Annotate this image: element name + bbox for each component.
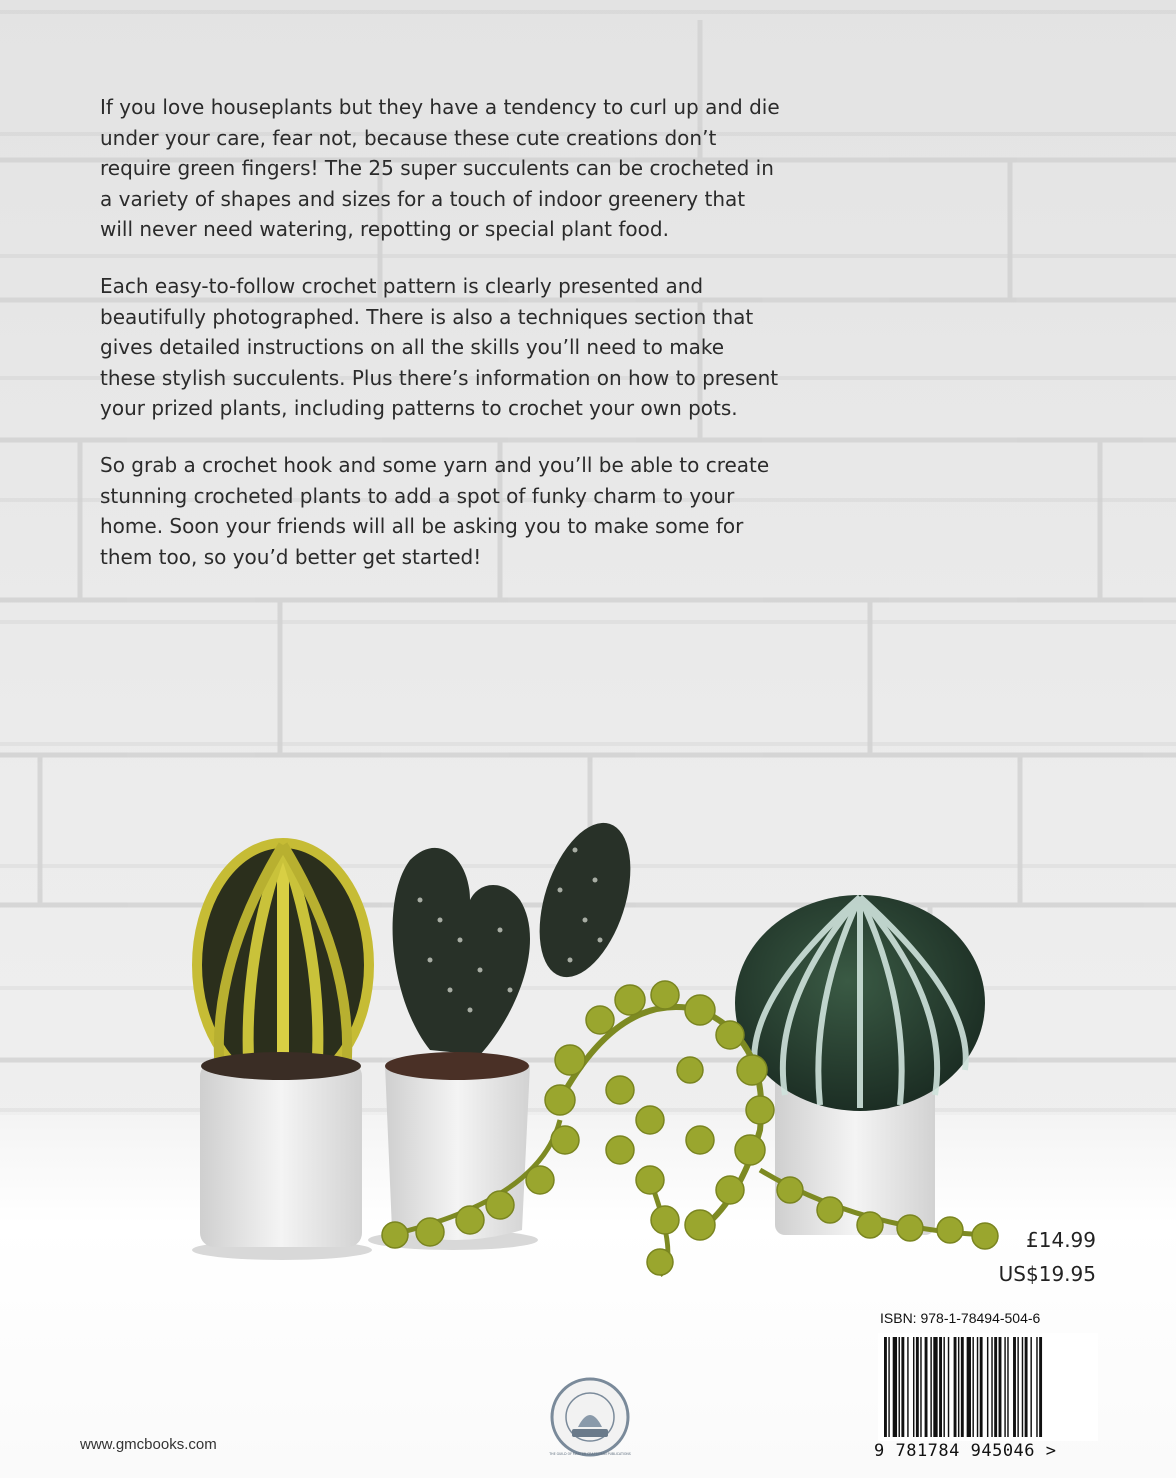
price-usd: US$19.95	[998, 1262, 1096, 1286]
blurb-paragraph-3: So grab a crochet hook and some yarn and you’ll be able to create stunning crocheted plants to add a spot of funky charm to your home. Soon your friends will all be asking you to make some for them too, so you’d better get started!	[100, 452, 770, 569]
blurb-paragraph-2: Each easy-to-follow crochet pattern is clearly presented and beautifully photographed. There is also a techniques section that gives detailed instructions on all the skills you’ll need to make these stylish succulents. Plus there’s information on how to present your prized plants, including patterns to crochet your own pots.	[100, 273, 779, 421]
publisher-logo-text: THE GUILD OF MASTER CRAFTSMAN PUBLICATIONS	[549, 1452, 631, 1456]
striped-ball-cactus	[735, 895, 985, 1111]
price-gbp: £14.99	[1026, 1228, 1096, 1252]
publisher-logo-icon	[548, 1375, 632, 1459]
barcode-icon	[878, 1333, 1098, 1441]
yellow-cactus	[192, 843, 372, 1260]
blurb-paragraph-1: If you love houseplants but they have a tendency to curl up and die under your care, fear not, because these cute creations don’t require green fingers! The 25 super succulents can be crocheted in a variety of shapes and sizes for a touch of indoor greenery that will never need watering, repotting or special plant food.	[100, 95, 780, 242]
publisher-website: www.gmcbooks.com	[80, 1436, 217, 1453]
isbn-label: ISBN: 978-1-78494-504-6	[880, 1310, 1041, 1326]
barcode-digits: 9 781784 945046 >	[874, 1441, 1057, 1461]
